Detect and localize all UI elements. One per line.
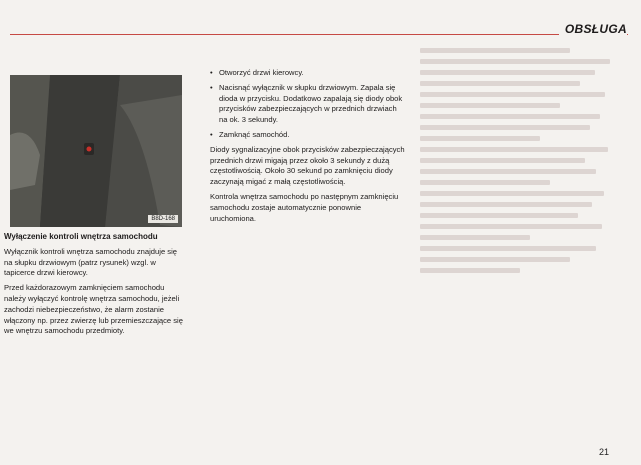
instruction-list — [210, 68, 406, 141]
list-item: • Otworzyć drzwi kierowcy. — [210, 68, 406, 79]
paragraph: Przed każdorazowym zamknięciem samochodu należy wyłączyć kontrolę wnętrza samochodu, jeżeli zachodzi niebezpieczeństwo, że alarm zostanie włączony np. przez zwierzę lub przemieszczające się we wnętrzu samochodu przedmioty. — [4, 283, 183, 336]
list-item: • Nacisnąć wyłącznik w słupku drzwiowym. Zapala się dioda w przycisku. Dodatkowo zapalają się diody obok przycisków zabezpieczających w przednich drzwiach na ok. 3 sekundy. — [210, 83, 406, 126]
figure-label: B8D-168 — [148, 215, 178, 223]
header-rule — [10, 34, 628, 35]
middle-column — [210, 68, 406, 224]
paragraph: Diody sygnalizacyjne obok przycisków zabezpieczających przednich drzwi migają przez około 3 sekundy z dużą częstotliwością. Około 30 sekund po zamknięciu diody zaczynają migać z małą częstotliwością. — [210, 144, 405, 187]
door-pillar-illustration — [10, 75, 182, 227]
list-item: • Zamknąć samochód. — [210, 130, 406, 141]
left-column — [4, 232, 184, 341]
section-heading: Wyłączenie kontroli wnętrza samochodu — [4, 232, 158, 241]
bleed-through-text — [420, 48, 625, 279]
section-title: OBSŁUGA — [559, 22, 627, 36]
door-pillar-photo — [10, 75, 182, 227]
paragraph: Wyłącznik kontroli wnętrza samochodu znajduje się na słupku drzwiowym (patrz rysunek) wzgl. w tapicerce drzwi kierowcy. — [4, 246, 177, 278]
paragraph: Kontrola wnętrza samochodu po następnym zamknięciu samochodu zostaje automatycznie ponownie uruchomiona. — [210, 191, 399, 223]
page-number: 21 — [598, 447, 609, 457]
led-indicator-icon — [87, 147, 92, 152]
